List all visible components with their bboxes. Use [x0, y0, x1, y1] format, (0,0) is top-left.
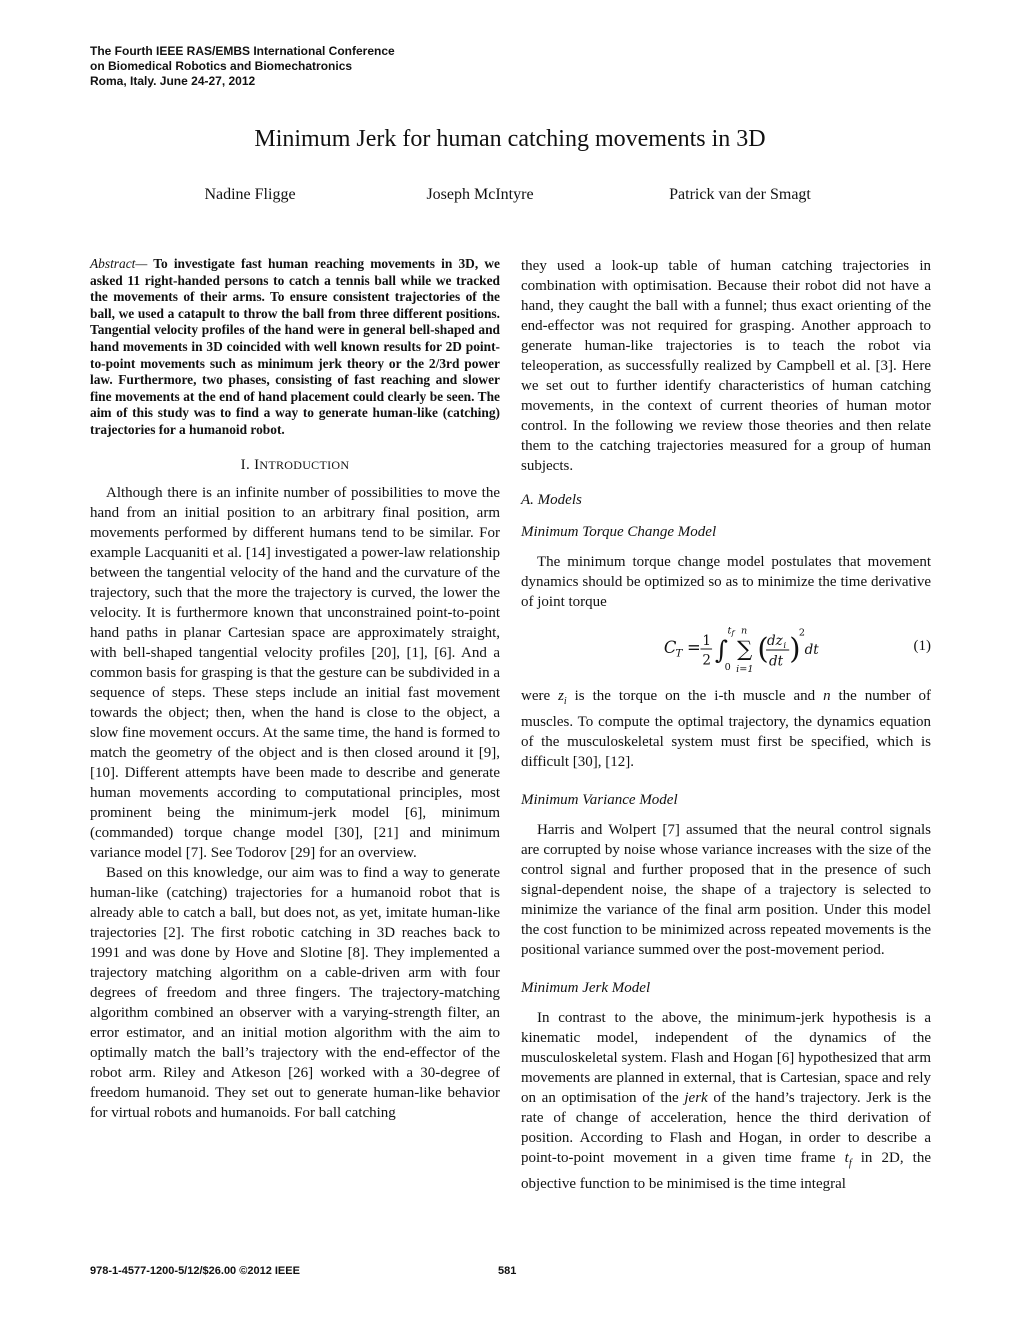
paper-title: Minimum Jerk for human catching movements in 3D	[254, 126, 766, 152]
section-heading-introduction	[90, 455, 500, 475]
author-2: Joseph McIntyre	[426, 186, 534, 203]
subsection-heading-models: A. Models	[521, 492, 582, 508]
left-column	[90, 256, 500, 1123]
heading-minimum-variance: Minimum Variance Model	[521, 792, 678, 808]
abstract	[90, 256, 500, 439]
conference-line-2: on Biomedical Robotics and Biomechatronics	[90, 59, 353, 73]
mj-emphasis: jerk	[684, 1090, 708, 1106]
svg-text:i=1: i=1	[736, 664, 754, 676]
heading-minimum-jerk: Minimum Jerk Model	[521, 980, 651, 996]
svg-text:dt: dt	[804, 641, 819, 658]
svg-text:=: =	[687, 637, 701, 657]
conference-line-3: Roma, Italy. June 24-27, 2012	[90, 74, 256, 88]
svg-text:): )	[789, 631, 801, 666]
svg-text:2: 2	[798, 627, 805, 639]
mtc-paragraph-1: The minimum torque change model postulates that movement dynamics should be optimized so as to minimize the time derivative of joint torque	[521, 554, 931, 610]
mtc-paragraph-2: were $z_i$ is the torque on the i-th muscle and n the number of muscles. To compute the optimal trajectory, the dynamics equation of the musculoskeletal system must first be specified, which is difficult [30], [12].	[521, 688, 932, 770]
svg-text:∫: ∫	[714, 635, 729, 665]
mj-part-b: of the hand’s trajectory. Jerk is the rate of change of acceleration, hence the third derivation of position. According to Flash and Hogan, in order to describe a point-to-point movement in a given time frame	[521, 1090, 931, 1166]
svg-text:t: t	[727, 625, 732, 637]
mtc-p2-part-b: is the torque on the i-th muscle and	[566, 688, 824, 704]
mj-part-c: in 2D, the objective function to be minimised is the time integral	[521, 1150, 931, 1192]
page-number: 581	[498, 1265, 517, 1277]
right-column	[521, 256, 931, 1194]
mj-paragraph: In contrast to the above, the minimum-jerk hypothesis is a kinematic model, independent of the dynamics of the musculoskeletal system. Flash and Hogan [6] hypothesized that arm movements are planned in external, that is Cartesian, space and rely on an optimisation of the jerk of the hand’s trajectory. Jerk is the rate of change of acceleration, hence the third derivation of position. According to Flash and Hogan, in order to describe a point-to-point movement in a given time frame $t_f$ in 2D, the objective function to be minimised is the time integral	[521, 1010, 931, 1192]
mv-paragraph: Harris and Wolpert [7] assumed that the neural control signals are corrupted by noise whose variance increases with the size of the control signal and further proposed that in the presence of such signal-dependent noise, the shape of a trajectory is selected to minimize the variance of the final arm position. Under this model the cost function to be minimized across repeated movements is the positional variance summed over the post-movement period.	[521, 822, 931, 958]
mtc-p2-part-a: were	[521, 688, 559, 704]
svg-text:n: n	[741, 625, 748, 637]
heading-minimum-torque-change: Minimum Torque Change Model	[521, 524, 717, 540]
section-number: I.	[240, 456, 255, 473]
conference-header	[90, 44, 395, 89]
mtc-p2-part-c: the number of muscles. To compute the optimal trajectory, the dynamics equation of the musculoskeletal system must first be specified, which is difficult [30], [12].	[521, 688, 932, 770]
intro-paragraph-2: Based on this knowledge, our aim was to find a way to generate human-like (catching) trajectories for a humanoid robot that is already able to catch a ball, but does not, as yet, imitate human-like trajectories [2]. The first robotic catching in 3D reaches back to 1991 and was done by Hove and Slotine [8]. They implemented a trajectory matching algorithm on a cable-driven arm with four degrees of freedom and three fingers. The trajectory-matching algorithm combined an observer with a varying-strength filter, an error estimator, and an initial motion algorithm with the aim to optimally match the ball’s trajectory with the end-effector of the robot arm. Riley and Atkeson [26] worked with a 30-degree of freedom humanoid. They set out to generate human-like behavior for virtual robots and humanoids. For ball catching	[90, 864, 500, 1121]
svg-text:0: 0	[724, 662, 731, 674]
mj-part-a: In contrast to the above, the minimum-jerk hypothesis is a kinematic model, independent of the dynamics of the musculoskeletal system. Flash and Hogan [6] hypothesized that arm movements are planned in external, that is Cartesian, space and rely on an optimisation of the	[521, 1010, 931, 1106]
author-1: Nadine Fligge	[204, 186, 296, 203]
section-heading-rest: NTRODUCTION	[259, 457, 350, 472]
conference-line-1: The Fourth IEEE RAS/EMBS International Conference	[90, 44, 395, 58]
svg-text:dt: dt	[768, 653, 784, 670]
svg-text:dz: dz	[767, 633, 783, 650]
equation-1-number: (1)	[913, 638, 931, 654]
svg-text:C: C	[663, 637, 677, 657]
author-3: Patrick van der Smagt	[669, 186, 811, 203]
svg-text:i: i	[783, 641, 787, 652]
footer-copyright: 978-1-4577-1200-5/12/$26.00 ©2012 IEEE	[90, 1265, 300, 1277]
svg-text:1: 1	[702, 633, 712, 650]
svg-text:∑: ∑	[737, 636, 753, 662]
intro-paragraph-3: they used a look-up table of human catching trajectories in combination with optimisation. Because their robot did not have a hand, they caught the ball with a funnel; thus exact orienting of the end-effector was not required for grasping. Another approach to generate human-like trajectories is to teach the robot via teleoperation, as successfully realized by Campbell et al. [3]. Here we set out to further identify characteristics of human catching movements, in the context of current theories of human motor control. In the following we review those theories and then relate them to the catching trajectories measured for a group of human subjects.	[521, 258, 931, 474]
section-heading-initial: I	[254, 456, 260, 473]
svg-text:T: T	[675, 647, 683, 660]
intro-paragraph-1: Although there is an infinite number of possibilities to move the hand from an initial position to an arbitrary final position, arm movements performed by different humans tend to be similar. For example Lacquaniti et al. [14] investigated a power-law relationship between the tangential velocity of the hand and the curvature of the trajectory, such that the more the trajectory is curved, the lower the velocity. It is furthermore known that unconstrained point-to-point hand paths in planar Cartesian space are approximately straight, with bell-shaped tangential velocity profiles [20], [1], [6]. And a common basis for grasping is that the gesture can be subdivided in a sequence of steps. These steps include an initial fast movement towards the object; then, when the hand is close to the object, a slow fine movement occurs. At the same time, the hand is formed to match the geometry of the object and is then closed around it [9], [10]. Different attempts have been made to describe and generate human movements according to computational principles, most prominent being the minimum-jerk model [6], minimum (commanded) torque change model [30], [21] and minimum variance model [7]. See Todorov [29] for an overview.	[90, 484, 500, 861]
svg-text:f: f	[731, 628, 735, 638]
svg-text:(: (	[757, 631, 769, 666]
equation-1-formula	[661, 622, 821, 676]
equation-1	[521, 618, 931, 680]
svg-text:2: 2	[702, 652, 712, 669]
abstract-text: To investigate fast human reaching movements in 3D, we asked 11 right-handed persons to catch a tennis ball while we tracked the movements of their arms. To ensure consistent trajectories of the ball, we used a catapult to throw the ball from three different positions. Tangential velocity profiles of the hand were in general bell-shaped and hand movements in 3D coincided with well known results for 2D point-to-point movements such as minimum jerk theory or the 2/3rd power law. Furthermore, two phases, consisting of fast reaching and slower fine movements at the end of hand placement could clearly be seen. The aim of this study was to find a way to generate human-like (catching) trajectories for a humanoid robot.	[90, 256, 500, 437]
abstract-lead: Abstract—	[90, 256, 148, 271]
